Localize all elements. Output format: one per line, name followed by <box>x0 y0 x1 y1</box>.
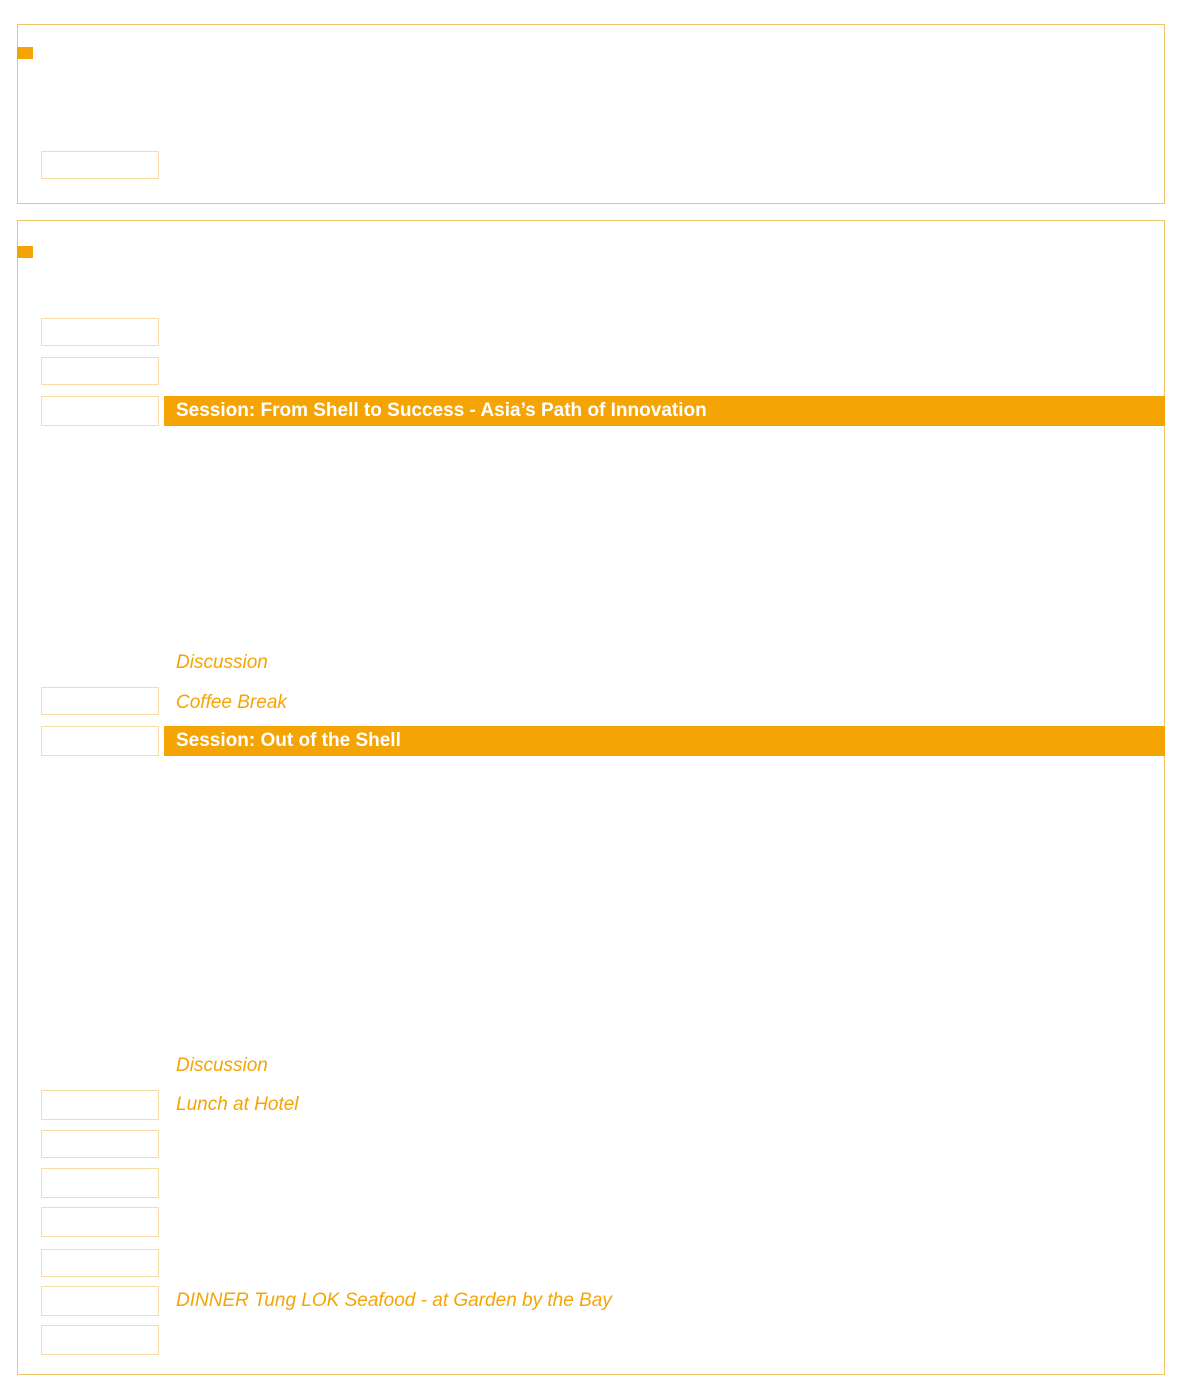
day-2-marker <box>17 246 33 258</box>
discussion-1-item: Discussion <box>176 652 268 673</box>
time-slot-box <box>41 687 159 715</box>
time-slot-box <box>41 396 159 426</box>
day-1-marker <box>17 47 33 59</box>
discussion-2-item: Discussion <box>176 1055 268 1076</box>
session-1-title-bar: Session: From Shell to Success - Asia’s Path of Innovation <box>164 396 1165 426</box>
time-slot-box <box>41 1325 159 1355</box>
time-slot-box <box>41 1207 159 1237</box>
time-slot-box <box>41 1286 159 1316</box>
time-slot-box <box>41 726 159 756</box>
time-slot-box <box>41 357 159 385</box>
time-slot-box <box>41 1090 159 1120</box>
lunch-item: Lunch at Hotel <box>176 1094 299 1115</box>
day-1-panel <box>17 24 1165 204</box>
time-slot-box <box>41 151 159 179</box>
day-2-panel <box>17 220 1165 1375</box>
dinner-item: DINNER Tung LOK Seafood - at Garden by the Bay <box>176 1290 612 1311</box>
time-slot-box <box>41 1130 159 1158</box>
session-2-title-bar: Session: Out of the Shell <box>164 726 1165 756</box>
time-slot-box <box>41 1249 159 1277</box>
coffee-break-item: Coffee Break <box>176 692 287 713</box>
time-slot-box <box>41 1168 159 1198</box>
time-slot-box <box>41 318 159 346</box>
